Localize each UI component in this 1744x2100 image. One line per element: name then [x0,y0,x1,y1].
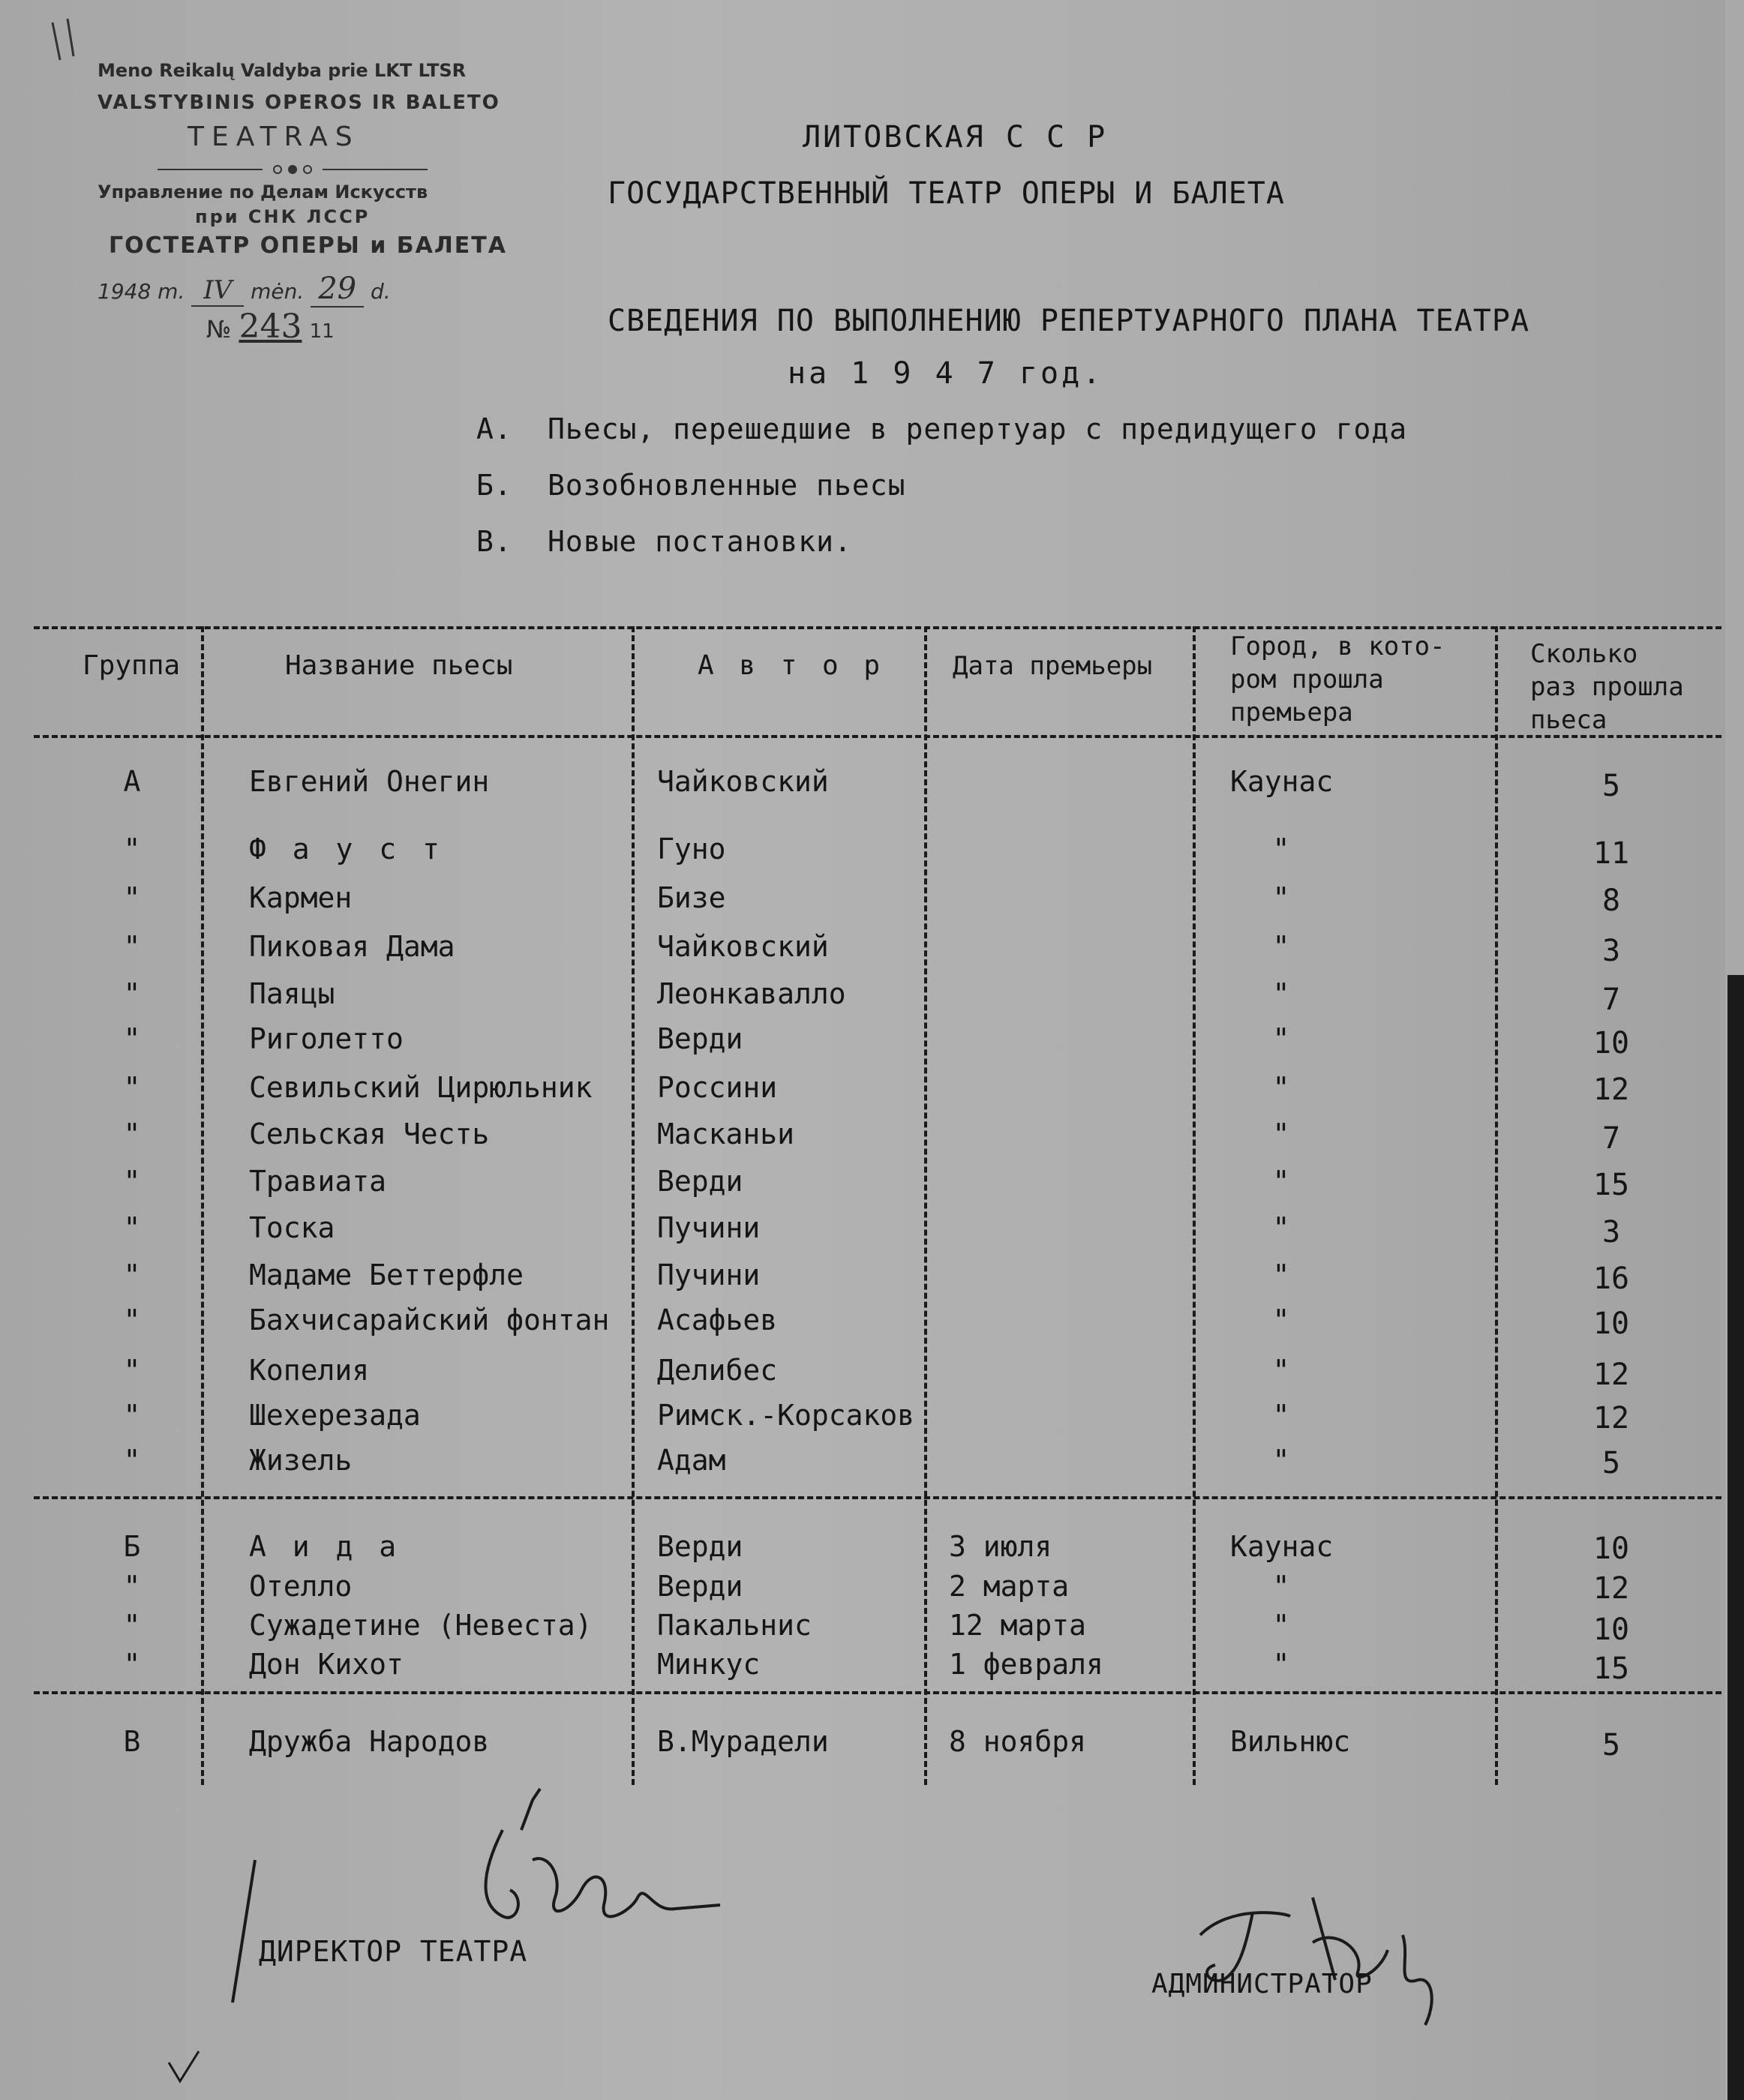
row-title-cell: Сужадетине (Невеста) [249,1609,593,1642]
row-count-cell: 7 [1601,982,1621,1017]
director-signature-icon [450,1785,735,2010]
legend-key-b: Б. [476,469,512,502]
row-city-cell: " [1272,832,1290,866]
row-author-cell: Чайковский [657,765,829,798]
row-count-cell: 12 [1592,1571,1630,1606]
row-city-cell: " [1272,1444,1290,1477]
stamp-ornament-icon [158,162,428,177]
row-group-cell: " [123,1354,141,1387]
row-city-cell: " [1272,977,1290,1010]
col-header-city-1: Город, в кото- [1230,632,1445,662]
col-header-title: Название пьесы [285,650,513,681]
row-author-cell: Бизе [657,881,726,914]
report-title: СВЕДЕНИЯ ПО ВЫПОЛНЕНИЮ РЕПЕРТУАРНОГО ПЛАНА ТЕАТРА [608,304,1530,338]
row-date-cell: 2 марта [949,1570,1070,1603]
legend-text-c: Новые постановки. [548,525,852,558]
row-author-cell: Минкус [657,1648,761,1681]
report-year: на 1 9 4 7 год. [788,356,1104,391]
row-date-cell: 1 февраля [949,1648,1103,1681]
row-title-cell: Кармен [249,881,353,914]
row-author-cell: Чайковский [657,930,829,963]
row-group-cell: " [123,1570,141,1603]
stamp-line-6: ГОСТЕАТР ОПЕРЫ и БАЛЕТА [109,232,507,259]
row-count-cell: 7 [1601,1121,1621,1156]
row-group-cell: Б [123,1530,141,1563]
row-date-cell: 12 марта [949,1609,1087,1642]
row-title-cell: Дон Кихот [249,1648,404,1681]
director-label: ДИРЕКТОР ТЕАТРА [259,1935,528,1968]
row-group-cell: " [123,1258,141,1292]
row-author-cell: Делибес [657,1354,778,1387]
table-col-divider-1 [201,626,204,1785]
row-group-cell: " [123,1648,141,1681]
header-theatre: ГОСУДАРСТВЕННЫЙ ТЕАТР ОПЕРЫ И БАЛЕТА [608,176,1285,211]
col-header-count-3: пьеса [1530,705,1607,735]
stamp-line-2: VALSTYBINIS OPEROS IR BALETO [98,92,500,114]
row-count-cell: 5 [1601,1446,1621,1480]
col-header-author: А в т о р [698,650,885,681]
row-city-cell: " [1272,1258,1290,1292]
row-group-cell: " [123,1304,141,1336]
header-republic: ЛИТОВСКАЯ С С Р [803,120,1108,154]
corner-mark-icon [45,15,90,68]
row-group-cell: В [123,1725,141,1758]
row-count-cell: 15 [1592,1168,1630,1202]
row-title-cell: Мадаме Беттерфле [249,1258,524,1292]
row-title-cell: Севильский Цирюльник [249,1071,593,1104]
stamp-date-month: IV [191,275,244,307]
table-group-b-rule [34,1496,1721,1499]
row-author-cell: Верди [657,1530,743,1563]
row-group-cell: " [123,1165,141,1198]
row-city-cell: " [1272,1211,1290,1244]
row-date-cell: 3 июля [949,1530,1052,1563]
row-count-cell: 5 [1601,1728,1621,1762]
table-top-rule [34,626,1721,629]
row-count-cell: 12 [1592,1401,1630,1436]
stamp-number [206,308,335,346]
stamp-date-d: d. [371,279,391,304]
table-header-rule [34,735,1721,738]
table-col-divider-2 [632,626,635,1785]
check-mark-icon [165,2048,210,2092]
row-author-cell: Римск.-Корсаков [657,1399,915,1432]
row-city-cell: " [1272,1570,1290,1603]
col-header-count [1530,638,1684,736]
row-author-cell: Пучини [657,1211,761,1244]
row-title-cell: Ф а у с т [249,832,444,866]
row-city-cell: " [1272,1648,1290,1681]
row-city-cell: " [1272,881,1290,914]
row-group-cell: " [123,1444,141,1477]
row-count-cell: 10 [1592,1026,1630,1060]
row-count-cell: 12 [1592,1072,1630,1107]
row-count-cell: 8 [1601,884,1621,918]
row-count-cell: 12 [1592,1358,1630,1392]
row-count-cell: 3 [1601,934,1621,968]
row-city-cell: " [1272,1071,1290,1104]
row-group-cell: " [123,1118,141,1150]
row-title-cell: Жизель [249,1444,353,1477]
page-edge-shadow [1727,975,1744,2100]
row-author-cell: Верди [657,1022,743,1055]
row-title-cell: Бахчисарайский фонтан [249,1304,610,1336]
row-count-cell: 11 [1592,836,1630,871]
table-col-divider-3 [924,626,927,1785]
row-count-cell: 10 [1592,1306,1630,1341]
row-group-cell: " [123,1399,141,1432]
row-author-cell: Леонкавалло [657,977,846,1010]
row-author-cell: Гуно [657,832,726,866]
row-city-cell: " [1272,1118,1290,1150]
row-author-cell: Россини [657,1071,778,1104]
col-header-count-2: раз прошла [1530,672,1684,702]
row-title-cell: Сельская Честь [249,1118,490,1150]
col-header-date: Дата премьеры [953,651,1153,681]
legend-text-b: Возобновленные пьесы [548,469,906,502]
row-title-cell: А и д а [249,1530,401,1563]
row-author-cell: Верди [657,1165,743,1198]
col-header-city-3: премьера [1230,698,1353,728]
stamp-date-m: m. [158,279,185,304]
row-author-cell: Верди [657,1570,743,1603]
col-header-group: Группа [83,650,181,681]
row-count-cell: 15 [1592,1652,1630,1686]
stamp-date-year: 1948 [98,279,152,304]
table-col-divider-4 [1193,626,1196,1785]
row-date-cell: 8 ноября [949,1725,1087,1758]
row-group-cell: " [123,1071,141,1104]
row-author-cell: В.Мурадели [657,1725,829,1758]
row-title-cell: Риголетто [249,1022,404,1055]
stamp-line-4: Управление по Делам Искусств [98,182,428,202]
row-author-cell: Пакальнис [657,1609,812,1642]
table-col-divider-5 [1495,626,1498,1785]
stamp-date-day: 29 [311,272,364,308]
stamp-date-men: mėn. [251,279,305,304]
table-group-c-rule [34,1691,1721,1694]
row-city-cell: " [1272,1354,1290,1387]
row-count-cell: 16 [1592,1262,1630,1296]
administrator-label: АДМИНИСТРАТОР [1151,1969,1373,2000]
row-group-cell: " [123,881,141,914]
row-count-cell: 10 [1592,1612,1630,1647]
col-header-city [1230,630,1445,729]
row-title-cell: Травиата [249,1165,387,1198]
row-title-cell: Шехерезада [249,1399,421,1432]
row-title-cell: Копелия [249,1354,370,1387]
row-title-cell: Отелло [249,1570,353,1603]
stamp-line-3: TEATRAS [188,122,360,152]
row-city-cell: " [1272,1609,1290,1642]
row-city-cell: Вильнюс [1230,1725,1351,1758]
row-title-cell: Дружба Народов [249,1725,490,1758]
row-city-cell: " [1272,1165,1290,1198]
row-title-cell: Евгений Онегин [249,765,490,798]
stamp-line-1: Meno Reikalų Valdyba prie LKT LTSR [98,60,467,81]
stamp-number-prefix: № [206,315,232,344]
col-header-count-1: Сколько [1530,639,1638,669]
row-city-cell: " [1272,1304,1290,1336]
row-city-cell: " [1272,1022,1290,1055]
row-author-cell: Пучини [657,1258,761,1292]
row-city-cell: " [1272,930,1290,963]
legend-text-a: Пьесы, перешедшие в репертуар с предидущего года [548,412,1408,446]
row-city-cell: Каунас [1230,1530,1334,1563]
row-group-cell: " [123,1211,141,1244]
row-count-cell: 3 [1601,1215,1621,1250]
row-group-cell: " [123,930,141,963]
row-group-cell: А [123,765,141,798]
row-group-cell: " [123,1022,141,1055]
row-city-cell: " [1272,1399,1290,1432]
row-group-cell: " [123,977,141,1010]
legend-key-c: В. [476,525,512,558]
row-group-cell: " [123,832,141,866]
row-count-cell: 5 [1601,769,1621,803]
col-header-city-2: ром прошла [1230,664,1384,694]
administrator-signature-icon [1178,1882,1485,2032]
row-title-cell: Пиковая Дама [249,930,455,963]
row-title-cell: Паяцы [249,977,335,1010]
legend-key-a: А. [476,412,512,446]
row-city-cell: Каунас [1230,765,1334,798]
stamp-date [98,272,391,306]
row-author-cell: Масканьи [657,1118,795,1150]
row-title-cell: Тоска [249,1211,335,1244]
stamp-number-suffix: 11 [309,320,335,343]
stamp-line-5: при СНК ЛССР [195,206,371,227]
row-author-cell: Адам [657,1444,726,1477]
row-count-cell: 10 [1592,1532,1630,1566]
row-group-cell: " [123,1609,141,1642]
stamp-number-value: 243 [239,308,302,346]
row-author-cell: Асафьев [657,1304,778,1336]
